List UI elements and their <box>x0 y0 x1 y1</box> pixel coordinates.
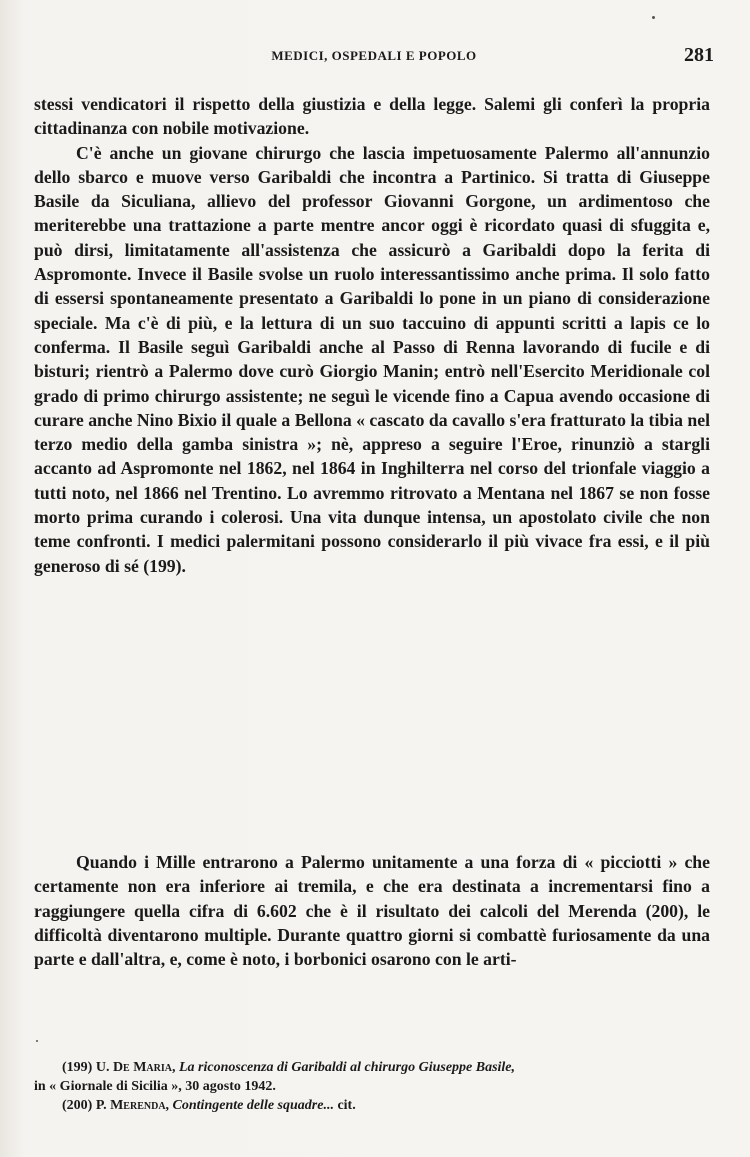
paragraph-mille: Quando i Mille entrarono a Palermo unitamente a una forza di « picciotti » che certamente non era inferiore ai tremila, e che era destinata a incrementarsi fino a raggiungere quella cifra di 6.602 che è il risultato dei calcoli del Merenda (200), le difficoltà diventarono multiple. Durante quattro giorni si combattè furiosamente da una parte e dall'altra, e, come è noto, i borbonici osarono con le arti- <box>34 852 710 970</box>
footnote-author: P. Merenda, <box>95 1098 170 1113</box>
paragraph-basile: C'è anche un giovane chirurgo che lascia impetuosamente Palermo all'annunzio dello sbarco e muove verso Garibaldi che incontra a Partinico. Si tratta di Giuseppe Basile da Siculiana, allievo del professor Giovanni Gorgone, un ardimentoso che meriterebbe una trattazione a parte mentre ancor oggi è ricordato quasi di sfuggita e, può dirsi, limitatamente all'assistenza che assicurò a Garibaldi dopo la ferita di Aspromonte. Invece il Basile svolse un ruolo interessantissimo anche prima. Il solo fatto di essersi spontaneamente presentato a Garibaldi lo pone in un piano di considerazione speciale. Ma c'è di più, e la lettura di un suo taccuino di appunti scritti a lapis ce lo conferma. Il Basile seguì Garibaldi anche al Passo di Renna lavorando di fucile e di bisturi; rientrò a Palermo dove curò Giorgio Manin; entrò nell'Esercito Meridionale col grado di primo chirurgo assistente; ne seguì le vicende fino a Capua avendo occasione di curare anche Nino Bixio il quale a Bellona « cascato da cavallo s'era fratturato la tibia nel terzo medio della gamba sinistra »; nè, appreso a seguire l'Eroe, rinunziò a stargli accanto ad Aspromonte nel 1862, nel 1864 in Inghilterra nel corso del trionfale viaggio a tutti noto, nel 1866 nel Trentino. Lo avremmo ritrovato a Mentana nel 1867 se non fosse morto prima curando i colerosi. Una vita dunque intensa, un apostolato civile che non teme confronti. I medici palermitani possono considerarlo il più vivace fra essi, e il più generoso di sé (199). <box>34 142 710 576</box>
footnote-source: cit. <box>337 1098 356 1113</box>
page-number: 281 <box>684 44 714 66</box>
footnote-title: La riconoscenza di Garibaldi al chirurgo Giuseppe Basile, <box>179 1060 516 1075</box>
footnote-author: U. De Maria, <box>95 1060 176 1075</box>
footnote-number: (199) <box>62 1060 93 1075</box>
footnotes <box>34 1058 710 1115</box>
footnote-199 <box>34 1058 710 1077</box>
running-title: MEDICI, OSPEDALI E POPOLO <box>271 48 477 63</box>
print-speck <box>652 16 655 19</box>
body-text <box>34 92 710 578</box>
footnote-199-continued <box>34 1077 710 1096</box>
footnote-200 <box>34 1096 710 1115</box>
paragraph-continuation: stessi vendicatori il rispetto della giustizia e della legge. Salemi gli conferì la propria cittadinanza con nobile motivazione. <box>34 94 710 139</box>
print-speck <box>36 1040 38 1042</box>
page-header <box>34 44 714 68</box>
footnote-number: (200) <box>62 1098 93 1113</box>
footnote-source: in « Giornale di Sicilia », 30 agosto 1942. <box>34 1079 276 1094</box>
footnote-title: Contingente delle squadre... <box>172 1098 334 1113</box>
